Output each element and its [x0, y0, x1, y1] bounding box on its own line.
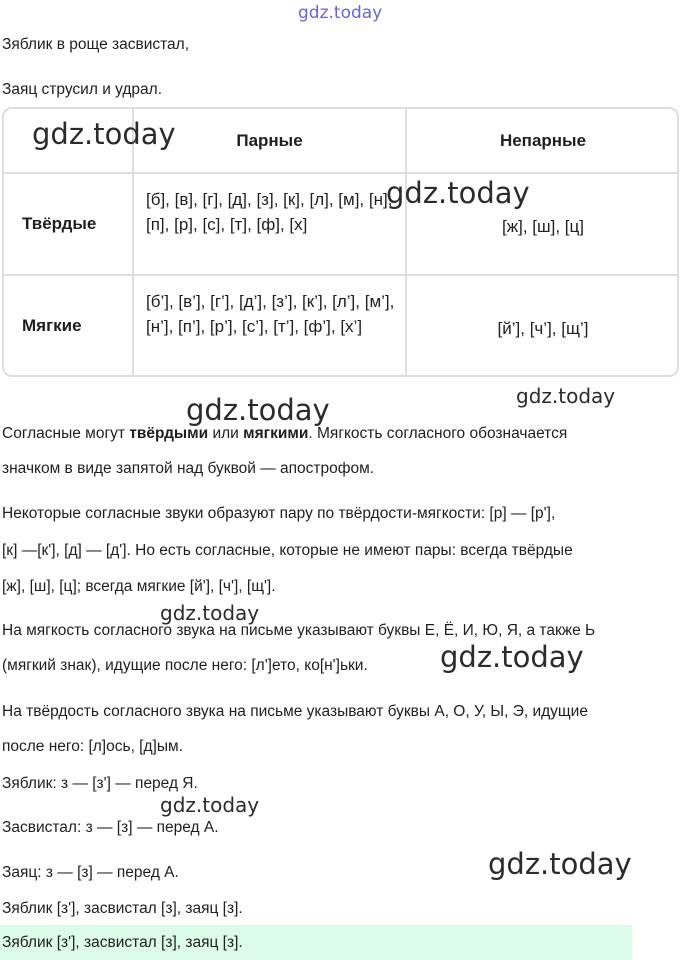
header-unpaired: Непарные: [499, 131, 587, 150]
watermark-8: gdz.today: [488, 847, 632, 881]
theory-p4-line1: На твёрдость согласного звука на письме указывают буквы А, О, У, Ы, Э, идущие: [2, 703, 588, 720]
watermark-6: gdz.today: [440, 640, 584, 674]
hard-unpaired-sounds: [ж], [ш], [ц]: [502, 217, 584, 236]
row-label-hard: Твёрдые: [22, 214, 97, 233]
term-hard: твёрдыми: [129, 425, 209, 442]
hard-paired-sounds: [б], [в], [г], [д], [з], [к], [л], [м], [н], [п], [р], [с], [т], [ф], [х]: [146, 190, 393, 234]
analysis-line-3: Заяц: з — [з] — перед А.: [2, 864, 179, 881]
term-soft: мягкими: [243, 425, 309, 442]
table-divider-h1: [4, 172, 677, 174]
watermark-top: gdz.today: [298, 3, 383, 23]
table-divider-h2: [4, 274, 677, 276]
theory-p2-line3: [ж], [ш], [ц]; всегда мягкие [й'], [ч'], [щ'].: [2, 578, 276, 595]
theory-p3-line1: На мягкость согласного звука на письме указывают буквы Е, Ё, И, Ю, Я, а также Ь: [2, 622, 596, 639]
analysis-summary: Зяблик [з'], засвистал [з], заяц [з].: [2, 900, 243, 917]
theory-p1-line1: Согласные могут твёрдыми или мягкими. Мягкость согласного обозначается: [2, 425, 568, 442]
watermark-4: gdz.today: [516, 384, 616, 408]
row-label-soft: Мягкие: [22, 316, 82, 335]
soft-unpaired-sounds: [й’], [ч’], [щ’]: [497, 319, 589, 338]
answer-text: Зяблик [з'], засвистал [з], заяц [з].: [2, 934, 243, 951]
watermark-5: gdz.today: [160, 601, 260, 625]
theory-p2-line2: [к] —[к'], [д] — [д']. Но есть согласные, которые не имеют пары: всегда твёрдые: [2, 542, 573, 559]
analysis-line-1: Зяблик: з — [з'] — перед Я.: [2, 775, 198, 792]
theory-p2-line1: Некоторые согласные звуки образуют пару по твёрдости-мягкости: [р] — [р'],: [2, 505, 556, 522]
watermark-7: gdz.today: [160, 793, 260, 817]
theory-p1-line2: значком в виде запятой над буквой — апострофом.: [2, 460, 375, 477]
watermark-2: gdz.today: [386, 176, 530, 210]
poem-line-2: Заяц струсил и удрал.: [2, 81, 163, 98]
watermark-1: gdz.today: [32, 117, 176, 151]
soft-paired-sounds: [б’], [в’], [г’], [д’], [з’], [к’], [л’], [м’], [н’], [п’], [р’], [с’], [т’], [ф’], [х’]: [146, 292, 395, 336]
header-paired: Парные: [236, 131, 303, 150]
analysis-line-2: Засвистал: з — [з] — перед А.: [2, 819, 219, 836]
theory-p4-line2: после него: [л]ось, [д]ым.: [2, 738, 183, 755]
poem-line-1: Зяблик в роще засвистал,: [2, 36, 190, 53]
theory-p3-line2: (мягкий знак), идущие после него: [л']ето, ко[н']ьки.: [2, 657, 368, 674]
watermark-3: gdz.today: [186, 393, 330, 427]
